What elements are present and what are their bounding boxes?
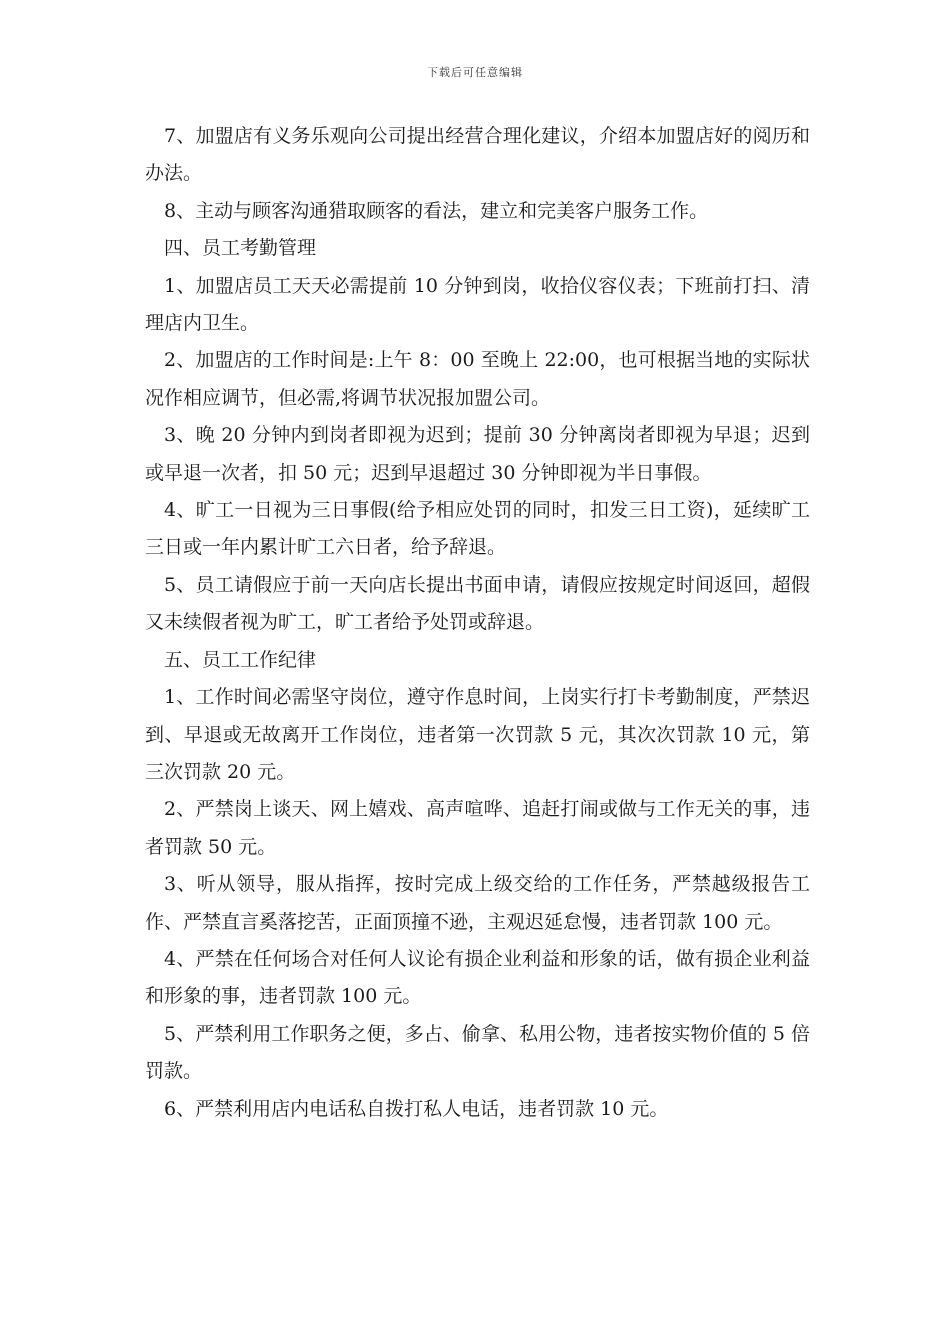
section-heading-discipline: 五、员工工作纪律 [164, 648, 317, 671]
paragraph-attendance-4: 4、旷工一日视为三日事假(给予相应处罚的同时，扣发三日工资)，延续旷工三日或一年内累计旷工六日者，给予辞退。 [145, 499, 810, 559]
paragraph-attendance-1: 1、加盟店员工天天必需提前 10 分钟到岗，收拾仪容仪表；下班前打扫、清理店内卫生。 [145, 274, 810, 335]
paragraph-discipline-6: 6、严禁利用店内电话私自拨打私人电话，违者罚款 10 元。 [164, 1097, 669, 1120]
document-body [145, 118, 810, 1128]
paragraph-discipline-1: 1、工作时间必需坚守岗位，遵守作息时间，上岗实行打卡考勤制度，严禁迟到、早退或无故离开工作岗位，违者第一次罚款 5 元，其次次罚款 10 元，第三次罚款 20 元。 [145, 686, 810, 783]
paragraph-item-8: 8、主动与顾客沟通猎取顾客的看法，建立和完美客户服务工作。 [164, 199, 709, 222]
paragraph-discipline-2: 2、严禁岗上谈天、网上嬉戏、高声喧哗、追赶打闹或做与工作无关的事，违者罚款 50 元。 [145, 798, 810, 858]
paragraph-discipline-5: 5、严禁利用工作职务之便，多占、偷拿、私用公物，违者按实物价值的 5 倍罚款。 [145, 1022, 810, 1083]
paragraph-item-7: 7、加盟店有义务乐观向公司提出经营合理化建议，介绍本加盟店好的阅历和办法。 [145, 125, 810, 185]
page-header: 下载后可任意编辑 [427, 66, 523, 79]
paragraph-discipline-3: 3、听从领导，服从指挥，按时完成上级交给的工作任务，严禁越级报告工作、严禁直言奚落挖苦，正面顶撞不逊，主观迟延怠慢，违者罚款 100 元。 [145, 873, 810, 933]
paragraph-discipline-4: 4、严禁在任何场合对任何人议论有损企业利益和形象的话，做有损企业利益和形象的事，违者罚款 100 元。 [145, 947, 810, 1008]
section-heading-attendance: 四、员工考勤管理 [164, 237, 317, 260]
paragraph-attendance-2: 2、加盟店的工作时间是:上午 8：00 至晚上 22:00，也可根据当地的实际状况作相应调节，但必需,将调节状况报加盟公司。 [145, 349, 810, 409]
paragraph-attendance-5: 5、员工请假应于前一天向店长提出书面申请，请假应按规定时间返回，超假又未续假者视为旷工，旷工者给予处罚或辞退。 [145, 573, 810, 634]
paragraph-attendance-3: 3、晚 20 分钟内到岗者即视为迟到；提前 30 分钟离岗者即视为早退；迟到或早退一次者，扣 50 元；迟到早退超过 30 分钟即视为半日事假。 [145, 424, 810, 484]
